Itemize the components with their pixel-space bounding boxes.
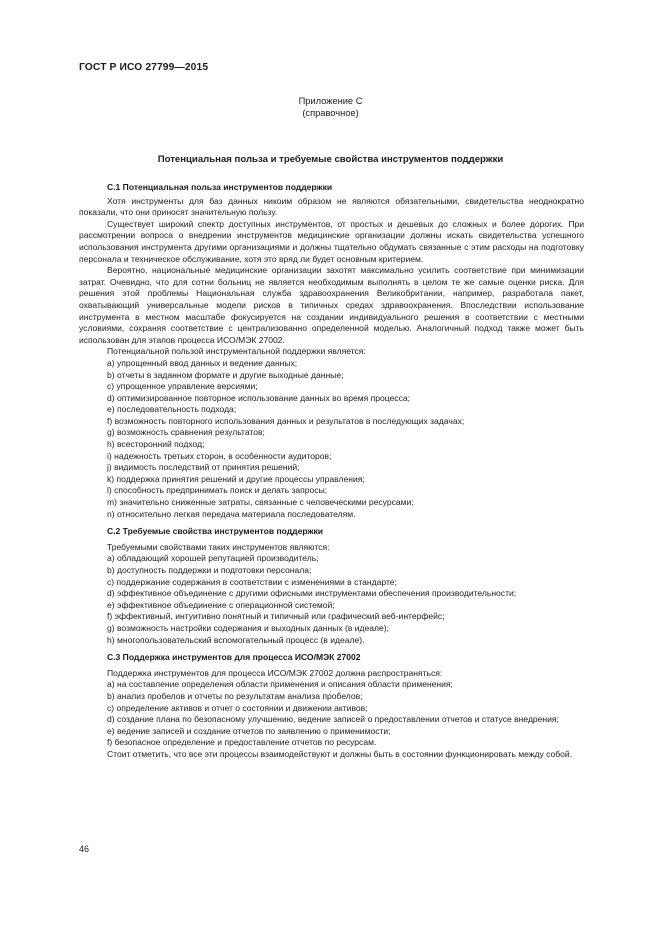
list-item: i) надежность третьих сторон, в особенности аудиторов; <box>107 450 332 461</box>
list-item: f) эффективный, интуитивно понятный и типичный или графический веб-интерфейс; <box>107 611 445 622</box>
list-item: d) создание плана по безопасному улучшению, ведение записей о предоставлении отчетов и статусе внедрения; <box>107 714 559 725</box>
list-item: d) эффективное объединение с другими офисными инструментами обеспечения производительности; <box>107 588 517 599</box>
list-item: b) доступность поддержки и подготовки персонала; <box>107 565 312 575</box>
list-item: e) ведение записей и создание отчетов по заявлению о применимости; <box>107 725 391 736</box>
list-item: f) безопасное определение и предоставление отчетов по ресурсам. <box>107 737 377 748</box>
closing-paragraph: Стоит отметить, что все эти процессы взаимодействуют и должны быть в состоянии функционировать между собой. <box>107 748 573 759</box>
appendix-subtitle: (справочное) <box>302 108 359 118</box>
list-item: a) на составление определения области применения и описания области применения; <box>107 679 453 690</box>
list-item: f) возможность повторного использования данных и результатов в последующих задачах; <box>107 415 465 426</box>
section-c3-heading: С.3 Поддержка инструментов для процесса ИСО/МЭК 27002 <box>107 652 361 663</box>
list-item: h) всесторонний подход; <box>107 439 205 450</box>
appendix-title: Приложение С <box>298 96 363 106</box>
list-item: a) обладающий хорошей репутацией производитель; <box>107 553 319 564</box>
list-item: e) последовательность подхода; <box>107 404 237 415</box>
list-item: g) возможность настройки содержания и выходных данных (в идеале); <box>107 622 389 633</box>
paragraph: Хотя инструменты для баз данных никоим образом не являются обязательными, свидетельства неоднократно показали, что они приносят значительную пользу. <box>79 195 584 218</box>
list-item: b) анализ пробелов и отчеты по результатам анализа пробелов; <box>107 690 363 701</box>
list-item: c) определение активов и отчет о состоянии и движении активов; <box>107 702 368 713</box>
list-intro: Поддержка инструментов для процесса ИСО/МЭК 27002 должна распространяться: <box>107 667 443 678</box>
list-item: j) видимость последствий от принятия решений; <box>107 462 300 473</box>
list-intro: Требуемыми свойствами таких инструментов являются: <box>107 541 330 552</box>
paragraph: Потенциальной пользой инструментальной поддержки является: <box>107 346 366 357</box>
list-item: e) эффективное объединение с операционной системой; <box>107 599 335 610</box>
paragraph: Вероятно, национальные медицинские организации захотят максимально усилить соответствие при минимизации затрат. Очевидно, что для сотни больниц не является необходимым выполнять в целом те же самые оценки риска. Для решения этой проблемы Национальная служба здравоохранения Великобритании, например, разработала пакет, охватывающий универсальные модели рисков в типичных средах здравоохранения. Впоследствии использование инструмента в местном масштабе фокусируется на создании индивидуального решения в соответствии с местными условиями, сохраняя соответствие с централизованно определенной моделью. Аналогичный подход также может быть использован для этапов процесса ИСО/МЭК 27002. <box>79 265 584 345</box>
list-item: a) упрощенный ввод данных и ведение данных; <box>107 357 298 368</box>
paragraph: Существует широкий спектр доступных инструментов, от простых и дешевых до сложных и более дорогих. При рассмотрении вопроса о внедрении инструментов медицинские организации должны искать свидетельства успешного использования инструмента другими организациями и должны тщательно обдумать связанные с этим расходы на подготовку персонала и техническое обслуживание, хотя это вряд ли будет основным критерием. <box>79 218 584 264</box>
list-item: k) поддержка принятия решений и другие процессы управления; <box>107 473 365 484</box>
section-c2-heading: С.2 Требуемые свойства инструментов поддержки <box>107 526 324 537</box>
section-c1-heading: С.1 Потенциальная польза инструментов поддержки <box>107 182 333 192</box>
list-item: b) отчеты в заданном формате и другие выходные данные; <box>107 369 344 380</box>
list-item: n) относительно легкая передача материала последователям. <box>107 508 356 519</box>
list-item: g) возможность сравнения результатов; <box>107 427 265 438</box>
list-item: m) значительно сниженные затраты, связанные с человеческими ресурсами; <box>107 497 414 508</box>
list-item: l) способность предпринимать поиск и делать запросы; <box>107 485 328 496</box>
list-item: h) многопользовательский вспомогательный процесс (в идеале). <box>107 634 365 645</box>
main-title: Потенциальная польза и требуемые свойства инструментов поддержки <box>157 154 504 165</box>
page-number: 46 <box>79 844 90 854</box>
document-body <box>79 182 584 761</box>
list-item: c) упрощенное управление версиями; <box>107 381 258 392</box>
list-item: d) оптимизированное повторное использование данных во время процесса; <box>107 392 410 403</box>
standard-header: ГОСТ Р ИСО 27799—2015 <box>79 62 209 73</box>
list-item: c) поддержание содержания в соответствии с изменениями в стандарте; <box>107 576 397 587</box>
